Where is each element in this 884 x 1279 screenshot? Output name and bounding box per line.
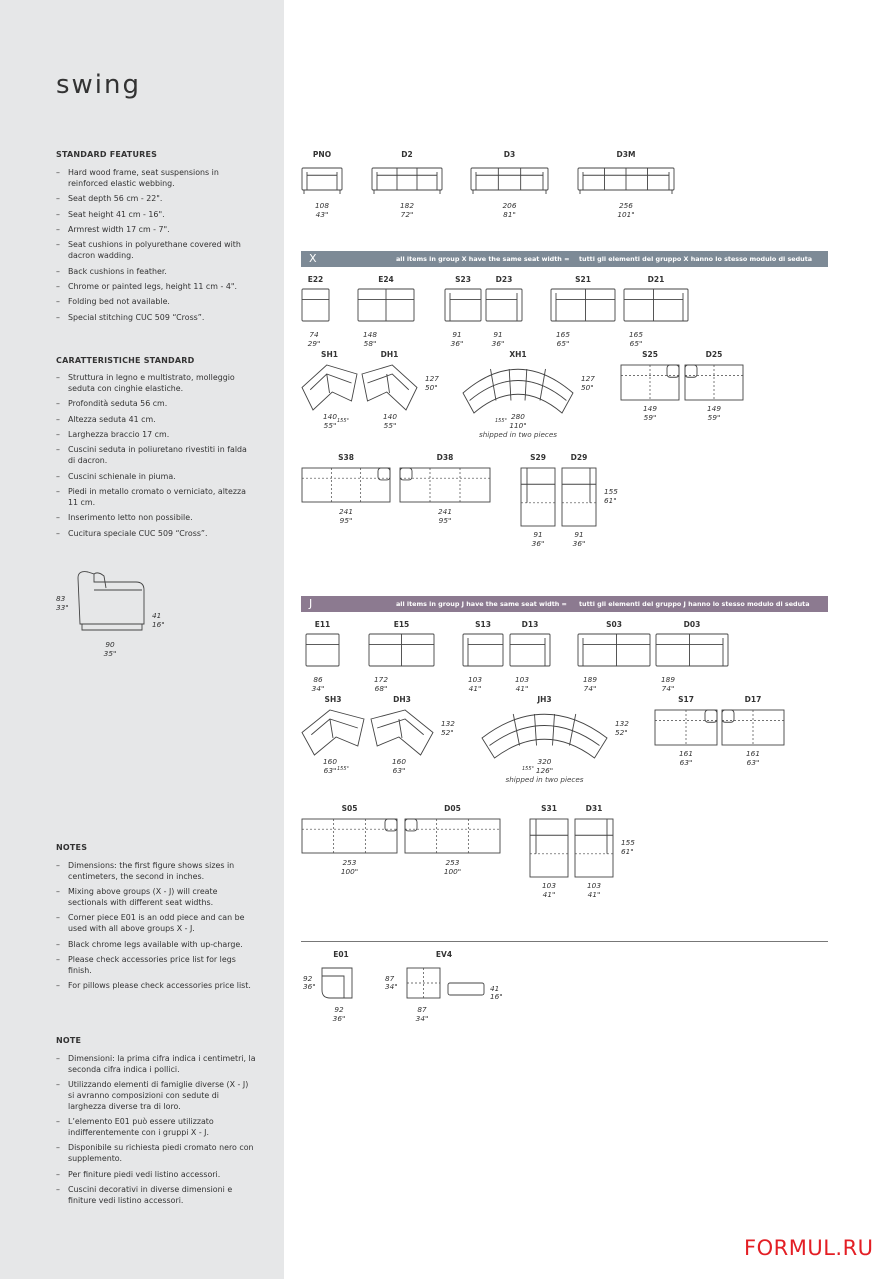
sofa-ev4: [402, 963, 445, 1003]
list-item: – Per finiture piedi vedi listino accessori.: [56, 1170, 256, 1181]
code-d3: D3: [503, 150, 516, 159]
dim-d3m: 256 101": [617, 201, 635, 219]
list-item: – Cuscini seduta in poliuretano rivestiti in falda di dacron.: [56, 445, 256, 467]
code-d3m: D3M: [616, 150, 636, 159]
code-e11: E11: [314, 620, 331, 629]
sofa-s03: [573, 629, 655, 671]
notes-list: [56, 861, 256, 997]
shipped-note: shipped in two pieces: [505, 775, 584, 784]
code-d03: D03: [683, 620, 701, 629]
list-item: – Inserimento letto non possibile.: [56, 513, 256, 524]
dim-s25: 149 59": [643, 404, 657, 422]
dim-e22: 74 29": [307, 330, 321, 348]
sofa-s29: [516, 463, 560, 531]
row2-depth-2: 127 50": [581, 374, 595, 392]
ev4-depth-cm: 87: [385, 974, 395, 983]
list-item: – Folding bed not available.: [56, 297, 256, 308]
list-item: – Dimensioni: la prima cifra indica i centimetri, la seconda cifra indica i pollici.: [56, 1054, 256, 1076]
dim-d17: 161 63": [746, 749, 760, 767]
sofa-s05: [297, 814, 402, 858]
dim-e11: 86 34": [311, 675, 325, 693]
code-d29: D29: [570, 453, 588, 462]
code-s29: S29: [530, 453, 546, 462]
sofa-d3: [466, 163, 553, 195]
e01-depth-in: 36": [303, 982, 316, 991]
dim-d38: 241 95": [438, 507, 452, 525]
dim-s17: 161 63": [679, 749, 693, 767]
sofa-d25: [680, 360, 748, 405]
sofa-s21: [546, 284, 620, 326]
code-dh3: DH3: [393, 695, 411, 704]
sofa-dh3: [366, 705, 438, 760]
sofa-d21: [619, 284, 693, 326]
code-s17: S17: [678, 695, 694, 704]
ev4-side: [443, 978, 489, 1002]
sofa-e24: [353, 284, 419, 326]
dim-d2: 182 72": [400, 201, 414, 219]
dim-s23: 91 36": [450, 330, 464, 348]
sofa-e22: [297, 284, 334, 326]
sofa-s17: [650, 705, 722, 750]
dim-d25: 149 59": [707, 404, 721, 422]
list-item: – Altezza seduta 41 cm.: [56, 415, 256, 426]
side-height: 83 33": [56, 594, 69, 612]
dim-s21: 165 65": [556, 330, 570, 348]
sofa-d38: [395, 463, 495, 507]
sofa-d23: [481, 284, 527, 326]
sofa-s25: [616, 360, 684, 405]
dim-sh1: 140 55": [323, 412, 337, 430]
e01-depth-cm: 92: [303, 974, 313, 983]
list-item: – Corner piece E01 is an odd piece and can be used with all above groups X - J.: [56, 913, 256, 935]
list-item: – Cuscini schienale in piuma.: [56, 472, 256, 483]
code-d17: D17: [744, 695, 762, 704]
page-title: swing: [56, 70, 142, 100]
dim-e24: 148 58": [363, 330, 377, 348]
list-item: – Special stitching CUC 509 “Cross”.: [56, 313, 256, 324]
list-item: – For pillows please check accessories price list.: [56, 981, 256, 992]
angle-label: 155°: [495, 418, 508, 424]
code-d13: D13: [521, 620, 539, 629]
angle-label: 155°: [337, 418, 350, 424]
code-sh3: SH3: [324, 695, 342, 704]
section-divider: [301, 941, 828, 942]
sofa-d3m: [573, 163, 679, 195]
side-view-drawing: [76, 568, 151, 638]
sofa-d29: [557, 463, 601, 531]
list-item: – Hard wood frame, seat suspensions in reinforced elastic webbing.: [56, 168, 256, 190]
code-pno: PNO: [312, 150, 332, 159]
code-d21: D21: [647, 275, 665, 284]
code-d23: D23: [495, 275, 513, 284]
sofa-d31: [570, 814, 618, 882]
list-item: – Piedi in metallo cromato o verniciato, altezza 11 cm.: [56, 487, 256, 509]
list-item: – Struttura in legno e multistrato, molleggio seduta con cinghie elastiche.: [56, 373, 256, 395]
ev4-height-cm: 41: [490, 984, 500, 993]
code-s25: S25: [642, 350, 658, 359]
angle-label: 155°: [522, 766, 535, 772]
sofa-d03: [651, 629, 733, 671]
list-item: – Black chrome legs available with up-charge.: [56, 940, 256, 951]
dim-d21: 165 65": [629, 330, 643, 348]
code-s05: S05: [341, 804, 358, 813]
list-item: – Utilizzando elementi di famiglie diverse (X - J) si avranno composizioni con sedute di larghezza diverse tra di loro.: [56, 1080, 256, 1112]
caratteristiche-heading: CARATTERISTICHE STANDARD: [56, 356, 195, 365]
code-dh1: DH1: [380, 350, 399, 359]
sofa-d05: [400, 814, 505, 858]
code-xh1: XH1: [509, 350, 527, 359]
code-e22: E22: [307, 275, 324, 284]
sofa-jh3: [477, 703, 612, 763]
dim-d05: 253 100": [443, 858, 462, 876]
list-item: – Seat depth 56 cm - 22".: [56, 194, 256, 205]
code-e15: E15: [393, 620, 410, 629]
sofa-s13: [458, 629, 508, 671]
code-s13: S13: [475, 620, 491, 629]
dim-d03: 189 74": [661, 675, 675, 693]
ev4-height-in: 16": [490, 992, 503, 1001]
side-seat: 41 16": [152, 611, 165, 629]
code-d05: D05: [444, 804, 461, 813]
caratteristiche-list: [56, 373, 256, 544]
dim-e01: 92 36": [332, 1005, 346, 1023]
list-item: – Profondità seduta 56 cm.: [56, 399, 256, 410]
list-item: – Back cushions in feather.: [56, 267, 256, 278]
dim-dh1: 140 55": [383, 412, 397, 430]
standard-features-list: [56, 168, 256, 328]
shipped-note: shipped in two pieces: [478, 430, 558, 439]
sofa-s38: [297, 463, 395, 507]
dim-ev4: 87 34": [415, 1005, 429, 1023]
group-x-band: X all items in group X have the same seat width = tutti gli elementi del gruppo X hanno lo stesso modulo di seduta: [301, 251, 828, 267]
code-e24: E24: [378, 275, 394, 284]
dim-s38: 241 95": [339, 507, 353, 525]
sofa-sh1: [297, 360, 362, 415]
sofa-sh3: [297, 705, 369, 760]
list-item: – Disponibile su richiesta piedi cromato nero con supplemento.: [56, 1143, 256, 1165]
list-item: – Dimensions: the first figure shows sizes in centimeters, the second in inches.: [56, 861, 256, 883]
dim-xh1: 280 110": [509, 412, 527, 430]
dim-d29: 91 36": [572, 530, 586, 548]
sofa-s23: [440, 284, 486, 326]
dim-e15: 172 68": [374, 675, 388, 693]
dim-s05: 253 100": [340, 858, 359, 876]
code-s31: S31: [541, 804, 557, 813]
ev4-depth-in: 34": [385, 982, 398, 991]
dim-s13: 103 41": [468, 675, 482, 693]
note-it-heading: NOTE: [56, 1036, 82, 1045]
note-it-list: [56, 1054, 256, 1211]
sofa-d13: [505, 629, 555, 671]
brand-watermark: FORMUL.RU: [744, 1236, 874, 1260]
dim-s03: 189 74": [583, 675, 597, 693]
list-item: – Cuscini decorativi in diverse dimensioni e finiture vedi listino accessori.: [56, 1185, 256, 1207]
code-s03: S03: [606, 620, 622, 629]
dim-d3: 206 81": [502, 201, 517, 219]
sofa-e11: [301, 629, 344, 671]
sofa-xh1: [458, 358, 578, 418]
side-depth: 90 35": [103, 640, 117, 658]
code-s21: S21: [575, 275, 591, 284]
list-item: – L’elemento E01 può essere utilizzato indifferentemente con i gruppi X - J.: [56, 1117, 256, 1139]
list-item: – Larghezza braccio 17 cm.: [56, 430, 256, 441]
list-item: – Seat height 41 cm - 16".: [56, 210, 256, 221]
dim-pno: 108 43": [315, 201, 329, 219]
list-item: – Seat cushions in polyurethane covered with dacron wadding.: [56, 240, 256, 262]
sofa-d17: [717, 705, 789, 750]
row2-depth-1: 132 52": [441, 719, 455, 737]
dim-s31: 103 41": [542, 881, 556, 899]
dim-d13: 103 41": [515, 675, 529, 693]
group-j-band: J all items in group J have the same seat width = tutti gli elementi del gruppo J hanno lo stesso modulo di seduta: [301, 596, 828, 612]
sofa-pno: [297, 163, 347, 195]
code-s23: S23: [455, 275, 471, 284]
code-jh3: JH3: [537, 695, 552, 704]
angle-label: 155°: [337, 766, 350, 772]
row2-depth-1: 127 50": [425, 374, 439, 392]
dim-s29: 91 36": [531, 530, 545, 548]
list-item: – Armrest width 17 cm - 7".: [56, 225, 256, 236]
code-d38: D38: [436, 453, 454, 462]
row3-depth: 155 61": [604, 487, 618, 505]
sofa-e15: [364, 629, 439, 671]
code-s38: S38: [338, 453, 354, 462]
dim-d23: 91 36": [491, 330, 505, 348]
sofa-s31: [525, 814, 573, 882]
code-e01: E01: [333, 950, 349, 959]
sofa-d2: [367, 163, 447, 195]
dim-dh3: 160 63": [392, 757, 406, 775]
code-d2: D2: [401, 150, 413, 159]
row2-depth-2: 132 52": [615, 719, 629, 737]
list-item: – Chrome or painted legs, height 11 cm - 4".: [56, 282, 256, 293]
notes-heading: NOTES: [56, 843, 88, 852]
list-item: – Please check accessories price list for legs finish.: [56, 955, 256, 977]
list-item: – Cucitura speciale CUC 509 “Cross”.: [56, 529, 256, 540]
code-ev4: EV4: [435, 950, 453, 959]
dim-d31: 103 41": [587, 881, 601, 899]
sofa-dh1: [357, 360, 422, 415]
sofa-e01: [317, 963, 357, 1003]
code-d25: D25: [705, 350, 723, 359]
list-item: – Mixing above groups (X - J) will create sectionals with different seat widths.: [56, 887, 256, 909]
row3-depth: 155 61": [621, 838, 635, 856]
code-sh1: SH1: [321, 350, 338, 359]
dim-sh3: 160 63": [323, 757, 337, 775]
code-d31: D31: [585, 804, 603, 813]
standard-features-heading: STANDARD FEATURES: [56, 150, 158, 159]
dim-jh3: 320 126": [535, 757, 554, 775]
